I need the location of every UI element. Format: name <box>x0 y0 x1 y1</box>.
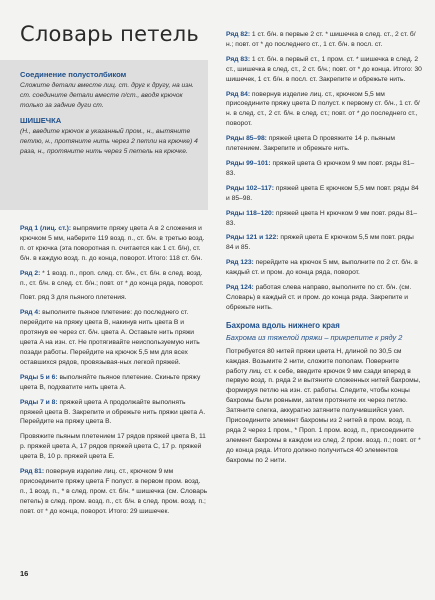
right-column <box>226 30 422 471</box>
row-paragraph: Провяжите пьяным плетением 17 рядов пряжей цвета B, 11 р. пряжей цвета A, 17 рядов пряжей цвета C, 17 р. пряжей цвета B, 10 р. пряжей цвета E. <box>20 433 206 461</box>
glossary-heading-join: Соединение полустолбиком <box>20 70 127 79</box>
row-paragraph: Ряды 85–98: пряжей цвета D провяжите 14 р. пьяным плетением. Закрепите и обрежьте нить. <box>226 135 395 153</box>
fringe-subheading: Бахрома из тяжелой пряжи – прикрепите к ряду 2 <box>226 332 403 342</box>
row-paragraph: Ряды 102–117: пряжей цвета E крючком 5,5 мм повт. ряды 84 и 85–98. <box>226 184 419 202</box>
page-number: 16 <box>20 569 29 578</box>
row-paragraph: Ряд 83: 1 ст. б/н. в первый ст., 1 пром. ст. * шишечка в след. 2 ст., шишечка в след. ст., 2 ст. б/н.; повт. от * до конца. Итого: 30 шишечек, 1 ст. б/н. в посл. ст. Закрепите и обрежьте нить. <box>226 55 422 83</box>
row-paragraph: Ряд 84: повернув изделие лиц. ст., крючком 5,5 мм присоедините пряжу цвета D полуст. к первому ст. б/н., 1 ст. б/н. в след. ст., 2 ст. б/н. в след. ст.; повт. от * до последнего ст., поворот. <box>226 90 420 128</box>
glossary-box <box>0 60 208 210</box>
row-paragraph: Ряд 2: * 1 возд. п., проп. след. ст. б/н., ст. б/н. в след. возд. п., ст. б/н. в след. ст. б/н.; повт. от * до конца ряда, поворот. <box>20 269 204 287</box>
row-paragraph: Ряды 121 и 122: пряжей цвета E крючком 5,5 мм повт. ряды 84 и 85. <box>226 234 414 252</box>
row-paragraph: Ряды 99–101: пряжей цвета G крючком 9 мм повт. ряды 81–83. <box>226 159 415 177</box>
row-paragraph: Ряд 82: 1 ст. б/н. в первые 2 ст. * шишечка в след. ст., 2 ст. б/н.; повт. от * до последнего ст., 1 ст. б/н. в посл. ст. <box>226 31 416 48</box>
row-paragraph: Повт. ряд 3 для пьяного плетения. <box>20 294 127 302</box>
row-paragraph: Ряд 4: выполните пьяное плетение: до последнего ст. перейдите на пряжу цвета B, накинув нить цвета B и протянув ее через ст. б/н. цвета A. Оставьте нить пряжи цвета A на изн. ст. Не протягивайте неиспользуемую нить позади работы. Перейдите на крючок 5,5 мм для всех оставшихся рядов, провязывая-ных легкой пряжей. <box>20 309 200 366</box>
fringe-text: Потребуется 80 нитей пряжи цвета H, длиной по 30,5 см каждая. Возьмите 2 нити, сложите пополам. Поверните работу лиц. ст. к себе, введите крючок 9 мм сзади вперед в первую возд. п. ряда 2 и вытяните сложенных нитей бахромы, формируя петлю на изн. ст. работы. Следите, чтобы концы бахромы были ровными, затем протяните их через петлю. Затяните слегка, аккуратно затяните получившийся узел. Присоедините элемент бахромы из 2 нитей в пром. возд. п. ряда 2 через 1 пром., * Проп. 1 пром. возд. п., присоедините элемент бахромы в каждом из след. 2 пром. возд. п.; повт. от * до конца ряда. Итого должно получиться 40 элементов бахромы по 2 нити. <box>226 347 421 464</box>
row-paragraph: Ряды 7 и 8: пряжей цвета A продолжайте выполнять пряжей цвета B. Закрепите и обрежьте нить пряжи цвета A. Перейдите на пряжу цвета B. <box>20 398 206 426</box>
fringe-heading: Бахрома вдоль нижнего края <box>226 320 340 330</box>
glossary-heading-bobble: ШИШЕЧКА <box>20 116 62 126</box>
row-paragraph: Ряды 118–120: пряжей цвета H крючком 9 мм повт. ряды 81–83. <box>226 209 418 227</box>
row-paragraph: Ряды 5 и 6: выполняйте пьяное плетение. Скиньте пряжу цвета B, подхватите нить цвета A. <box>20 373 201 391</box>
left-column <box>20 22 208 522</box>
glossary-text-bobble: (Н., введите крючок в указанный пром., н., вытяните петлю, н., протяните нить через 2 петли на крючке) 4 раза, н., протяните нить через 5 петель на крючке. <box>20 128 198 155</box>
row-paragraph: Ряд 1 (лиц. ст.): выпрямите пряжу цвета A в 2 сложения и крючком 5 мм, наберите 119 возд. п., ст. б/н. в третью возд. п. от крючка (эта поворотная п. считается как 1 ст. б/н), ст. б/н. в каждую возд. п. до конца, поворот. Итого: 118 ст. б/н. <box>20 225 205 262</box>
row-paragraph: Ряд 123: перейдите на крючок 5 мм, выполните по 2 ст. б/н. в каждый ст. и пром. до конца ряда, поворот. <box>226 259 418 277</box>
page-title: Словарь петель <box>20 22 199 46</box>
row-paragraph: Ряд 81: повернув изделие лиц. ст., крючком 9 мм присоедините пряжу цвета F полуст. в первом пром. возд. п., 1 возд. п., * в след. пром. ст. б/н. * шишечка (см. Словарь петель) в след. пром. возд. п., ст. б/н. в след. пром. возд. п.; повт. от * до конца, поворот. Итого: 29 шишечек. <box>20 468 208 515</box>
glossary-text-join: Сложите детали вместе лиц. ст. друг к другу, на изн. ст. соедините детали вместе п/ст., вводя крючок только за задние дуги ст. <box>20 82 194 109</box>
row-paragraph: Ряд 124: работая слева направо, выполните по ст. б/н. (см. Словарь) в каждый ст. и пром. до конца ряда. Закрепите и обрежьте нить. <box>226 284 412 311</box>
